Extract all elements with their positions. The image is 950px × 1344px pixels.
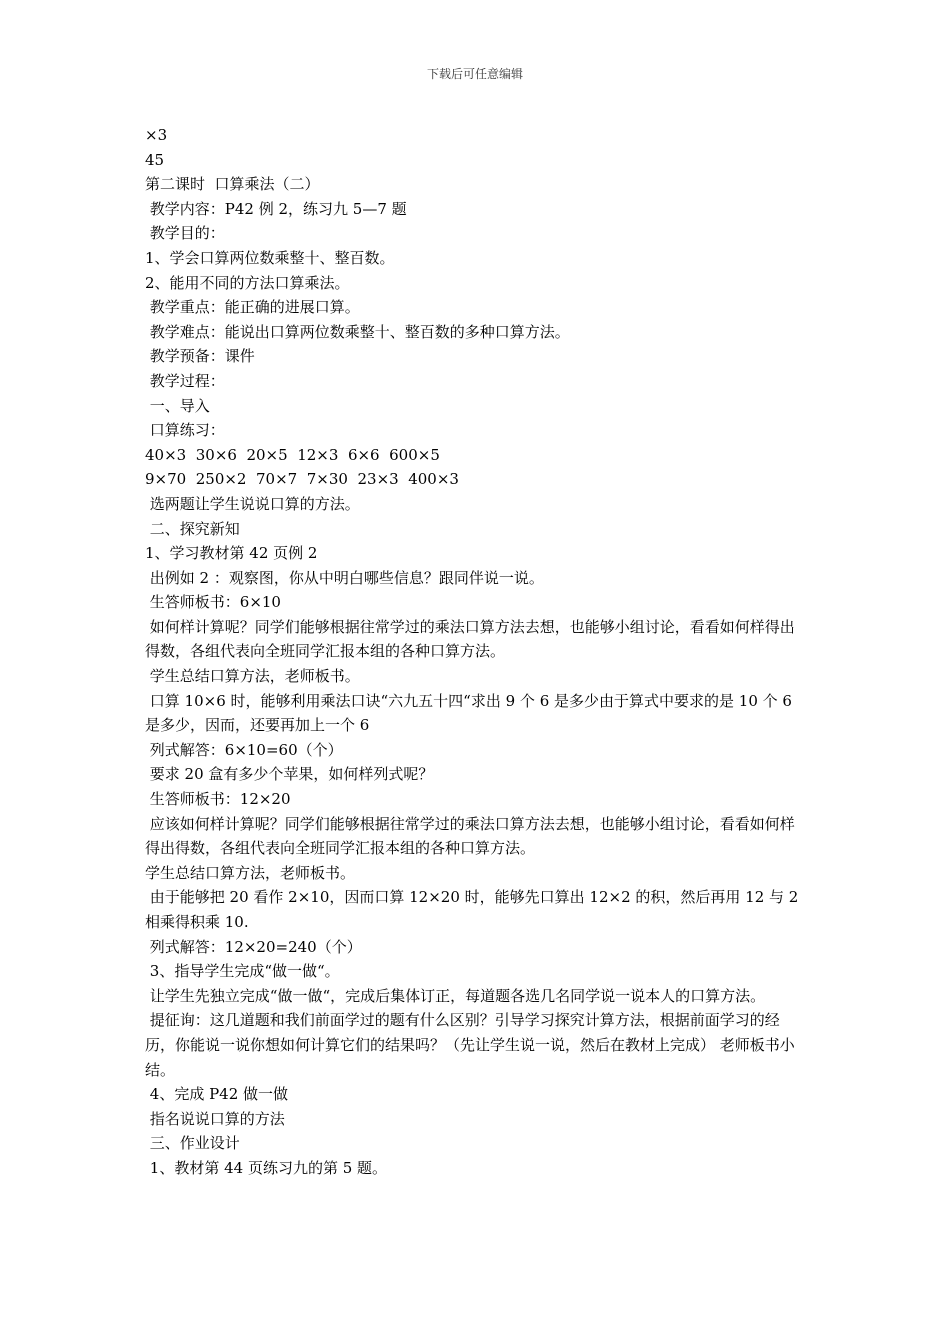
text-line: 口算 10×6 时，能够利用乘法口诀“六九五十四“求出 9 个 6 是多少由于算式中要求的是 10 个 6 是多少，因而，还要再加上一个 6 xyxy=(145,691,797,735)
text-line: 让学生先独立完成“做一做“，完成后集体订正，每道题各选几名同学说一说本人的口算方法。 xyxy=(145,986,766,1005)
text-line: 1、学会口算两位数乘整十、整百数。 xyxy=(145,248,395,267)
text-line: 教学预备：课件 xyxy=(145,347,255,366)
text-line: 教学目的： xyxy=(145,224,225,243)
text-line: 学生总结口算方法，老师板书。 xyxy=(145,667,360,686)
text-line: ×3 xyxy=(145,126,168,144)
text-line: 3、指导学生完成“做一做“。 xyxy=(145,962,340,981)
page-header: 下载后可任意编辑 xyxy=(426,67,523,81)
text-line: 三、作业设计 xyxy=(145,1134,240,1153)
document-body xyxy=(145,123,807,1181)
text-line: 出例如 2 ：观察图，你从中明白哪些信息？跟同伴说一说。 xyxy=(145,568,544,587)
text-line: 教学内容：P42 例 2，练习九 5—7 题 xyxy=(145,199,407,218)
text-line: 45 xyxy=(145,150,165,169)
text-line: 选两题让学生说说口算的方法。 xyxy=(145,494,360,513)
text-line: 如何样计算呢？同学们能够根据往常学过的乘法口算方法去想，也能够小组讨论，看看如何样得出得数，各组代表向全班同学汇报本组的各种口算方法。 xyxy=(145,617,795,661)
text-line: 9×70 250×2 70×7 7×30 23×3 400×3 xyxy=(145,470,459,489)
section-title: 第二课时 口算乘法（二） xyxy=(145,175,320,194)
text-line: 1、学习教材第 42 页例 2 xyxy=(145,544,318,563)
text-line: 应该如何样计算呢？同学们能够根据往常学过的乘法口算方法去想，也能够小组讨论，看看如何样得出得数，各组代表向全班同学汇报本组的各种口算方法。 xyxy=(145,814,795,858)
text-line: 要求 20 盒有多少个苹果，如何样列式呢？ xyxy=(145,765,434,784)
text-line: 4、完成 P42 做一做 xyxy=(145,1085,289,1104)
text-line: 指名说说口算的方法 xyxy=(145,1109,285,1128)
text-line: 生答师板书：6×10 xyxy=(145,593,281,612)
text-line: 学生总结口算方法，老师板书。 xyxy=(145,863,356,882)
text-line: 口算练习： xyxy=(145,421,225,440)
text-line: 一、导入 xyxy=(145,396,210,415)
text-line: 教学过程： xyxy=(145,371,225,390)
text-line: 列式解答：12×20=240（个） xyxy=(145,937,362,956)
text-line: 由于能够把 20 看作 2×10，因而口算 12×20 时，能够先口算出 12×2 的积，然后再用 12 与 2 相乘得积乘 10. xyxy=(145,888,804,931)
text-line: 列式解答：6×10=60（个） xyxy=(145,740,343,759)
text-line: 教学重点：能正确的进展口算。 xyxy=(145,298,360,317)
text-line: 二、探究新知 xyxy=(145,519,240,538)
text-line: 40×3 30×6 20×5 12×3 6×6 600×5 xyxy=(145,445,440,464)
text-line: 提征询：这几道题和我们前面学过的题有什么区别？引导学习探究计算方法，根据前面学习的经历，你能说一说你想如何计算它们的结果吗？（先让学生说一说，然后在教材上完成） 老师板书小结。 xyxy=(145,1011,795,1079)
text-line: 1、教材第 44 页练习九的第 5 题。 xyxy=(145,1158,388,1177)
text-line: 生答师板书：12×20 xyxy=(145,790,291,809)
text-line: 2、能用不同的方法口算乘法。 xyxy=(145,273,350,292)
text-line: 教学难点：能说出口算两位数乘整十、整百数的多种口算方法。 xyxy=(145,322,570,341)
